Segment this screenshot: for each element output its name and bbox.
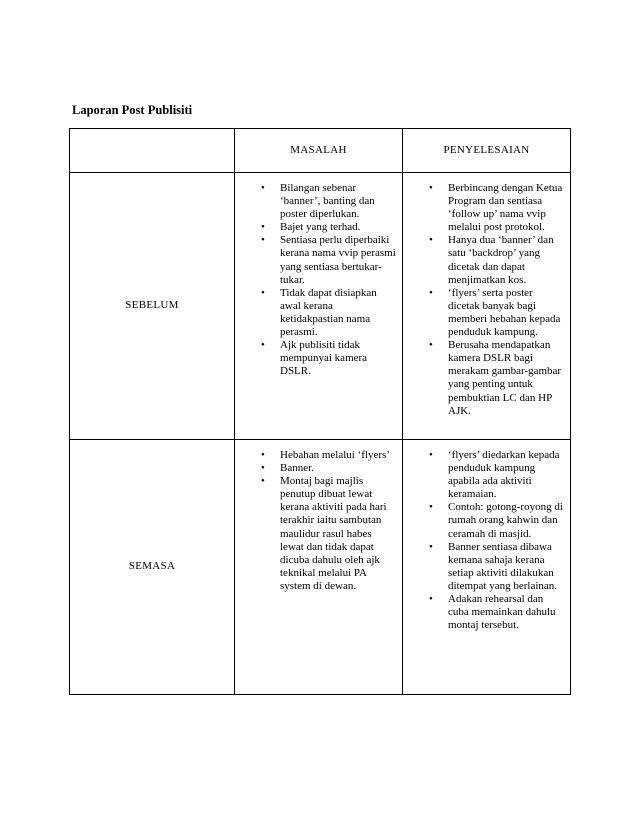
header-cell-masalah xyxy=(235,129,403,173)
bullet-dot-icon: • xyxy=(429,540,433,553)
row-label-cell xyxy=(70,173,235,440)
bullet-dot-icon: • xyxy=(429,449,433,461)
list-item xyxy=(235,449,398,462)
list-item-text: Bilangan sebenar ‘banner’, banting dan poster diperlukan. xyxy=(280,182,375,221)
list-item-text: Hanya dua ‘banner’ dan satu ‘backdrop’ yang dicetak dan dapat menjimatkan kos. xyxy=(448,234,554,286)
masalah-cell xyxy=(235,173,403,440)
list-item xyxy=(403,234,566,286)
penyelesaian-cell xyxy=(403,440,571,695)
list-item-text: Contoh: gotong-royong di rumah orang kahwin dan ceramah di masjid. xyxy=(448,501,563,540)
list-item xyxy=(403,501,566,540)
header-masalah: MASALAH xyxy=(290,144,347,156)
list-item xyxy=(235,462,398,475)
bullet-dot-icon: • xyxy=(261,234,265,247)
list-item xyxy=(403,339,566,418)
penyelesaian-cell xyxy=(403,173,571,440)
list-item xyxy=(235,221,398,234)
list-item xyxy=(403,593,566,632)
bullet-dot-icon: • xyxy=(429,339,433,352)
penyelesaian-list xyxy=(403,173,570,418)
list-item xyxy=(235,339,398,378)
header-cell-penyelesaian xyxy=(403,129,571,173)
list-item-text: Hebahan melalui ‘flyers’ xyxy=(280,449,390,461)
header-label xyxy=(70,129,234,144)
list-item xyxy=(403,182,566,234)
masalah-list xyxy=(235,173,402,378)
row-label-semasa: SEMASA xyxy=(128,560,176,573)
list-item-text: Montaj bagi majlis penutup dibuat lewat kerana aktiviti pada hari terakhir iaitu sambutan maulidur rasul habes lewat dan tidak dapat dicuba dahulu oleh ajk teknikal melalui PA system di dewan. xyxy=(280,475,387,592)
list-item-text: Adakan rehearsal dan cuba memainkan dahulu montaj tersebut. xyxy=(448,593,556,632)
bullet-dot-icon: • xyxy=(429,501,433,514)
bullet-dot-icon: • xyxy=(429,286,433,299)
header-penyelesaian: PENYELESAIAN xyxy=(443,144,530,156)
list-item xyxy=(235,182,398,221)
row-label-cell xyxy=(70,440,235,695)
list-item-text: ‘flyers’ diedarkan kepada penduduk kampung apabila ada aktiviti keramaian. xyxy=(448,449,560,501)
row-label-sebelum: SEBELUM xyxy=(125,299,179,312)
list-item xyxy=(403,449,566,501)
bullet-dot-icon: • xyxy=(261,449,265,461)
list-item-text: Ajk publisiti tidak mempunyai kamera DSLR. xyxy=(280,339,368,378)
list-item-text: Berusaha mendapatkan kamera DSLR bagi merakam gambar-gambar yang penting untuk pembuktian LC dan HP AJK. xyxy=(448,339,562,417)
document-title: Laporan Post Publisiti xyxy=(72,103,193,117)
list-item xyxy=(403,287,566,339)
masalah-cell xyxy=(235,440,403,695)
bullet-dot-icon: • xyxy=(261,462,265,475)
penyelesaian-list xyxy=(403,440,570,632)
post-publicity-table xyxy=(69,128,571,695)
table-header-row xyxy=(70,129,571,173)
list-item xyxy=(235,475,398,593)
bullet-dot-icon: • xyxy=(261,221,265,234)
header-cell-empty xyxy=(70,129,235,173)
bullet-dot-icon: • xyxy=(429,593,433,606)
list-item-text: Banner sentiasa dibawa kemana sahaja kerana setiap aktiviti dilakukan ditempat yang berlainan. xyxy=(448,540,558,592)
list-item xyxy=(235,234,398,286)
list-item xyxy=(403,541,566,593)
bullet-dot-icon: • xyxy=(261,286,265,299)
bullet-dot-icon: • xyxy=(261,182,265,194)
masalah-list xyxy=(235,440,402,593)
list-item-text: Sentiasa perlu diperbaiki kerana nama vvip perasmi yang sentiasa bertukar-tukar. xyxy=(280,234,396,286)
list-item-text: Tidak dapat disiapkan awal kerana ketidakpastian nama perasmi. xyxy=(280,286,377,339)
list-item-text: Banner. xyxy=(280,462,314,475)
table-row-sebelum xyxy=(70,173,571,440)
bullet-dot-icon: • xyxy=(261,339,265,352)
table-row-semasa xyxy=(70,440,571,695)
list-item-text: ‘flyers’ serta poster dicetak banyak bagi memberi hebahan kepada penduduk kampung. xyxy=(448,286,561,339)
list-item-text: Bajet yang terhad. xyxy=(280,221,361,234)
bullet-dot-icon: • xyxy=(429,182,433,194)
bullet-dot-icon: • xyxy=(261,475,265,488)
list-item-text: Berbincang dengan Ketua Program dan sentiasa ‘follow up’ nama vvip melalui post protokol. xyxy=(448,182,563,234)
list-item xyxy=(235,287,398,339)
bullet-dot-icon: • xyxy=(429,234,433,247)
